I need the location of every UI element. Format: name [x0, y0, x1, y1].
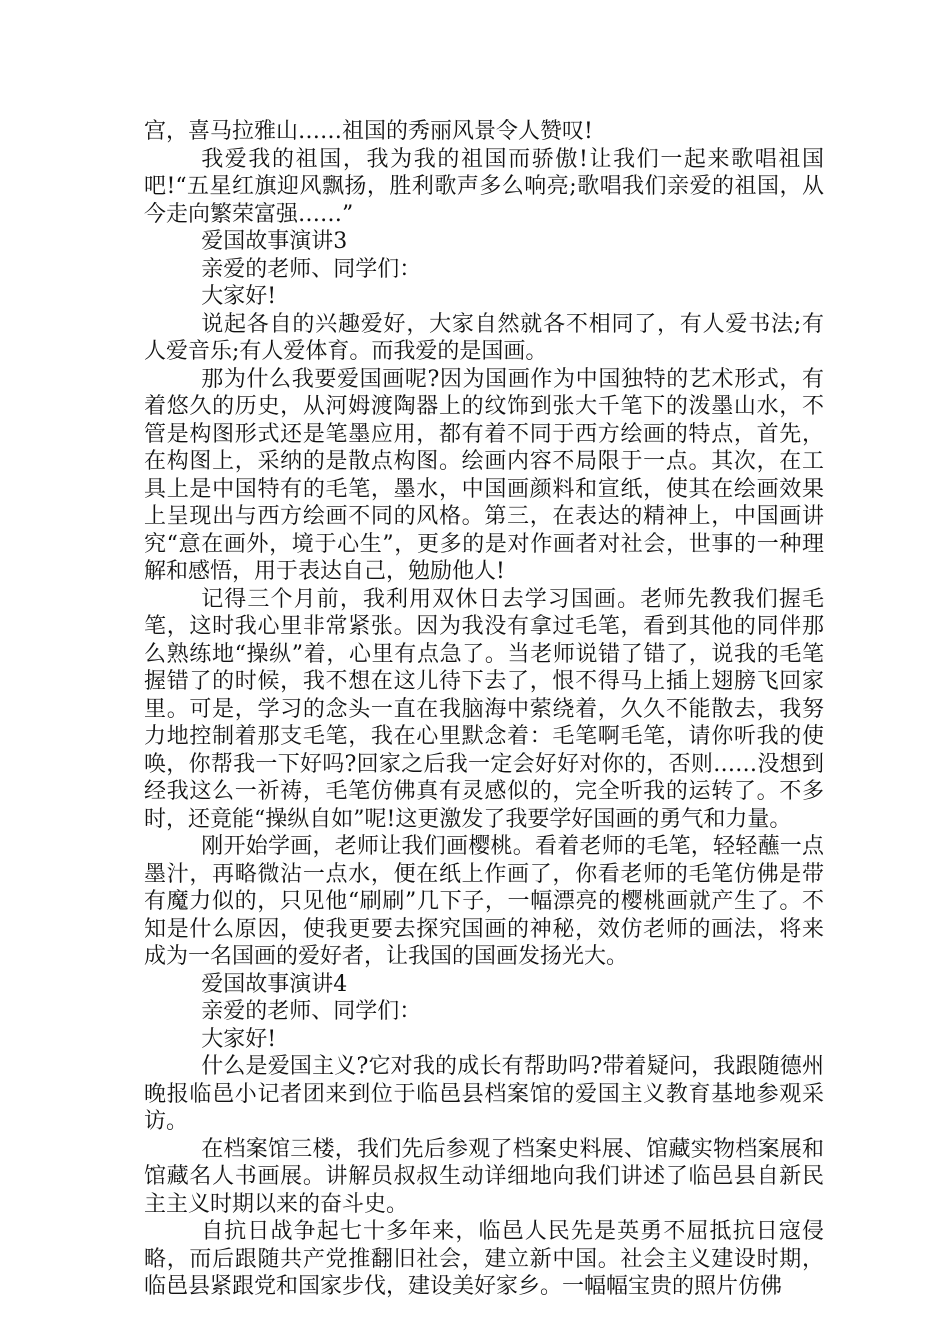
- paragraph: 我爱我的祖国，我为我的祖国而骄傲!让我们一起来歌唱祖国吧!“五星红旗迎风飘扬，胜利歌声多么响亮;歌唱我们亲爱的祖国，从今走向繁荣富强……”: [144, 146, 824, 227]
- paragraph: 记得三个月前，我利用双休日去学习国画。老师先教我们握毛笔，这时我心里非常紧张。因为我没有拿过毛笔，看到其他的同伴那么熟练地“操纵”着，心里有点急了。当老师说错了错了，说我的毛笔握错了的时候，我不想在这儿待下去了，恨不得马上插上翅膀飞回家里。可是，学习的念头一直在我脑海中萦绕着，久久不能散去，我努力地控制着那支毛笔，我在心里默念着：毛笔啊毛笔，请你听我的使唤，你帮我一下好吗?回家之后我一定会好好对你的，否则……没想到经我这么一祈祷，毛笔仿佛真有灵感似的，完全听我的运转了。不多时，还竟能“操纵自如”呢!这更激发了我要学好国画的勇气和力量。: [144, 586, 824, 832]
- salutation: 亲爱的老师、同学们：: [201, 999, 422, 1024]
- paragraph: 刚开始学画，老师让我们画樱桃。看着老师的毛笔，轻轻蘸一点墨汁，再略微沾一点水，便在纸上作画了，你看老师的毛笔仿佛是带有魔力似的，只见他“刷刷”几下子，一幅漂亮的樱桃画就产生了。不知是什么原因，使我更要去探究国画的神秘，效仿老师的画法，将来成为一名国画的爱好者，让我国的国画发扬光大。: [144, 834, 824, 969]
- document-page: [144, 118, 824, 1301]
- paragraph: 自抗日战争起七十多年来，临邑人民先是英勇不屈抵抗日寇侵略，而后跟随共产党推翻旧社会，建立新中国。社会主义建设时期，临邑县紧跟党和国家步伐，建设美好家乡。一幅幅宝贵的照片仿佛: [144, 1219, 824, 1299]
- section-heading: 爱国故事演讲4: [201, 971, 348, 997]
- section-heading: 爱国故事演讲3: [201, 229, 348, 254]
- paragraph: 什么是爱国主义?它对我的成长有帮助吗?带着疑问，我跟随德州晚报临邑小记者团来到位于临邑县档案馆的爱国主义教育基地参观采访。: [144, 1054, 824, 1134]
- paragraph: 说起各自的兴趣爱好，大家自然就各不相同了，有人爱书法;有人爱音乐;有人爱体育。而我爱的是国画。: [144, 311, 824, 364]
- salutation: 亲爱的老师、同学们：: [201, 256, 422, 282]
- paragraph: 那为什么我要爱国画呢?因为国画作为中国独特的艺术形式，有着悠久的历史，从河姆渡陶器上的纹饰到张大千笔下的泼墨山水，不管是构图形式还是笔墨应用，都有着不同于西方绘画的特点，首先，在构图上，采纳的是散点构图。绘画内容不局限于一点。其次，在工具上是中国特有的毛笔，墨水，中国画颜料和宣纸，使其在绘画效果上呈现出与西方绘画不同的风格。第三，在表达的精神上，中国画讲究“意在画外，境于心生”，更多的是对作画者对社会，世事的一种理解和感悟，用于表达自己，勉励他人!: [144, 366, 824, 584]
- paragraph: 在档案馆三楼，我们先后参观了档案史料展、馆藏实物档案展和馆藏名人书画展。讲解员叔叔生动详细地向我们讲述了临邑县自新民主主义时期以来的奋斗史。: [144, 1136, 824, 1217]
- paragraph: 宫，喜马拉雅山……祖国的秀丽风景令人赞叹!: [144, 119, 593, 144]
- greeting: 大家好!: [201, 284, 277, 309]
- greeting: 大家好!: [201, 1026, 277, 1052]
